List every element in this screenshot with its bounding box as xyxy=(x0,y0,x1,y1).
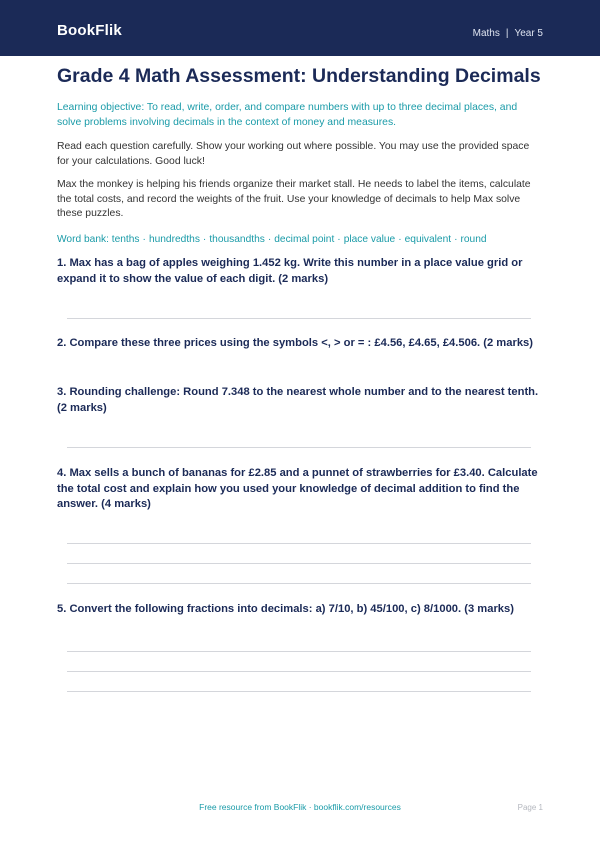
answer-line[interactable] xyxy=(67,583,531,584)
question-3: 3. Rounding challenge: Round 7.348 to the nearest whole number and to the nearest tenth. (2 marks) xyxy=(57,386,539,414)
answer-line[interactable] xyxy=(67,318,531,319)
word-bank-label: Word bank: xyxy=(57,233,109,245)
subject-label: Maths xyxy=(472,28,500,39)
word-bank-term: round xyxy=(460,233,487,245)
story-text: Max the monkey is helping his friends organize their market stall. He needs to label the items, calculate the total costs, and record the weights of the fruit. Use your knowledge of decimals to help Max solve these puzzles. xyxy=(57,179,531,219)
word-bank-term: tenths xyxy=(111,233,140,245)
word-bank-term: place value xyxy=(343,233,396,245)
answer-line[interactable] xyxy=(67,563,531,564)
intro-section xyxy=(57,63,543,247)
year-label: Year 5 xyxy=(514,28,543,39)
answer-line[interactable] xyxy=(67,543,531,544)
answer-line[interactable] xyxy=(67,691,531,692)
page-title: Grade 4 Math Assessment: Understanding Decimals xyxy=(57,65,541,87)
question-4: 4. Max sells a bunch of bananas for £2.85 and a punnet of strawberries for £3.40. Calculate the total cost and explain how you used your knowledge of decimal addition to find the answer. (4 marks) xyxy=(57,467,538,510)
word-bank-term: decimal point xyxy=(274,233,335,245)
word-bank-term: thousandths xyxy=(209,233,265,245)
answer-line[interactable] xyxy=(67,651,531,652)
word-bank: Word bank: tenths · hundredths · thousandths · decimal point · place value · equivalent · round xyxy=(57,233,487,245)
instructions-text: Read each question carefully. Show your working out where possible. You may use the provided space for your calculations. Good luck! xyxy=(57,141,530,167)
answer-line[interactable] xyxy=(67,447,531,448)
subject-year xyxy=(473,28,543,39)
header-bar xyxy=(0,0,600,56)
brand-logo[interactable]: BookFlik xyxy=(57,22,122,39)
meta-separator: | xyxy=(505,28,509,39)
learning-objective: Learning objective: To read, write, order, and compare numbers with up to three decimal places, and solve problems involving decimals in the context of money and measures. xyxy=(57,102,518,128)
answer-line[interactable] xyxy=(67,671,531,672)
question-2: 2. Compare these three prices using the symbols <, > or = : £4.56, £4.65, £4.506. (2 marks) xyxy=(57,337,534,349)
question-1: 1. Max has a bag of apples weighing 1.452 kg. Write this number in a place value grid or expand it to show the value of each digit. (2 marks) xyxy=(57,257,523,285)
page-number: Page 1 xyxy=(517,803,543,812)
footer-source-link[interactable]: Free resource from BookFlik · bookflik.com/resources xyxy=(199,802,401,812)
word-bank-term: equivalent xyxy=(404,233,452,245)
question-5: 5. Convert the following fractions into decimals: a) 7/10, b) 45/100, c) 8/1000. (3 marks) xyxy=(57,603,514,615)
word-bank-term: hundredths xyxy=(148,233,200,245)
